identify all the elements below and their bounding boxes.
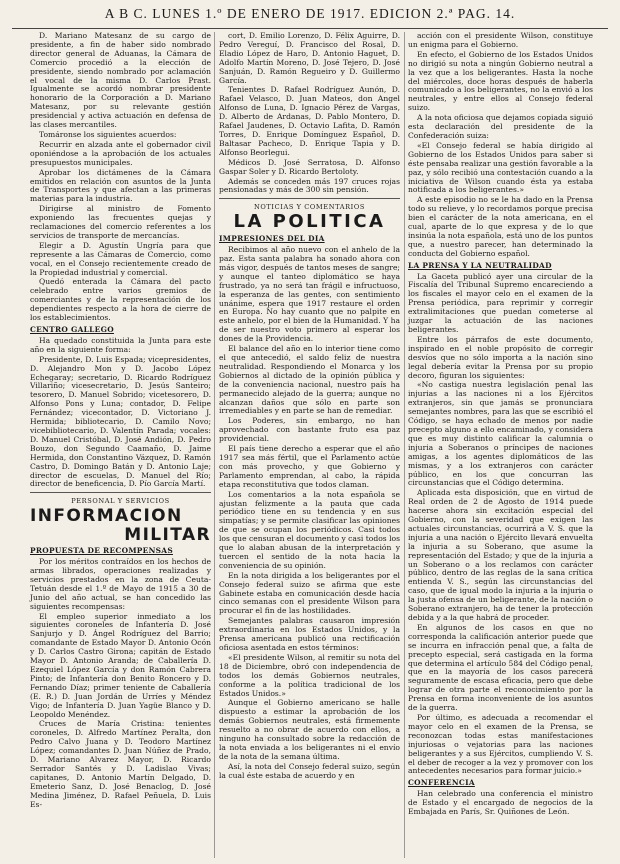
- paragraph: Presidente, D. Luis Espada; vicepresidentes, D. Alejandro Mon y D. Jacobo López Echegaray; secretario, D. Ricardo Rodríguez Villariño; vicesecretario, D. Jesús Santeiro; tesorero, D. Manuel Sobrido; vicetesorero, D. Alfonso Pons y Luna; contador, D. Felipe Fernández; vicecontador, D. Victoriano J. Hermida; bibliotecario, D. Camilo Novo; vicebibliotecario, D. Valentín Parada; vocales: D. Manuel Cristóbal, D. José Andión, D. Pedro Bouzo, don Segundo Caamaño, D. Jaime Hermida, don Constantino Vázquez, D. Ramón Castro, D. Domingo Batán y D. Antonio Laje; director de escuelas, D. Manuel del Río; director de beneficencia, D. Pío García Martí.: [30, 354, 211, 489]
- column-2: [219, 32, 400, 782]
- column-1: [30, 32, 211, 811]
- section-rule: [219, 198, 400, 199]
- section-kicker: NOTICIAS Y COMENTARIOS: [254, 203, 365, 212]
- paragraph: Quedó enterada la Cámara del pacto celebrado entre varios gremios de comerciantes y de la representación de los dependientes respecto a la hora de cierre de los establecimientos.: [30, 277, 211, 323]
- paragraph: Tenientes D. Rafael Rodríguez Aunón, D. Rafael Velasco, D. Juan Mateos, don Angel Alfonso de Luna, D. Ignacio Pérez de Vargas, D. Alberto de Ardanas, D. Pablo Montero, D. Rafael Jaudenes, D. Octavio Lafita, D. Ramón Torres, D. Enrique Domínguez Español, D. Baltasar Pacheco, D. Enrique Tapia y D. Alfonso Beorlegui.: [219, 85, 400, 157]
- paragraph: Recurrir en alzada ante el gobernador civil oponiéndose a la aprobación de los actuales presupuestos municipales.: [30, 139, 211, 167]
- column-divider: [404, 32, 405, 858]
- column-3: [408, 32, 593, 818]
- column-divider: [214, 32, 215, 858]
- section-heading: LA PRENSA Y LA NEUTRALIDAD: [408, 260, 552, 270]
- paragraph: Aunque el Gobierno americano se halle dispuesto a estimar la aprobación de los demás Gobiernos neutrales, está firmemente resuelto a no obrar de acuerdo con ellos, a ninguno ha consultado sobre la redacción de la nota enviada a los beligerantes ni el envío de la nota de la semana última.: [219, 698, 400, 761]
- paragraph: Tomáronse los siguientes acuerdos:: [39, 129, 177, 139]
- header-rule: [12, 28, 608, 29]
- page-header: A B C. LUNES 1.º DE ENERO DE 1917. EDICION 2.ª PAG. 14.: [104, 6, 516, 21]
- section-heading: IMPRESIONES DEL DIA: [219, 234, 325, 244]
- paragraph: La Gaceta publicó ayer una circular de la Fiscalía del Tribunal Supremo encareciendo a los fiscales el mayor celo en el examen de la Prensa periódica, para reprimir y corregir extralimitaciones que puedan cometerse al juzgar la actuación de las naciones beligerantes.: [408, 271, 593, 334]
- paragraph: En la nota dirigida a los beligerantes por el Consejo federal suizo se afirma que este Gabinete estaba en comunicación desde hacía cinco semanas con el presidente Wilson para procurar el fin de las hostilidades.: [219, 570, 400, 616]
- section-heading: CONFERENCIA: [408, 778, 475, 788]
- paragraph: Elegir a D. Agustín Ungría para que represente a las Cámaras de Comercio, como vocal, en el Consejo recientemente creado de la Propiedad industrial y comercial.: [30, 240, 211, 277]
- paragraph: En algunos de los casos en que no corresponda la calificación anterior puede que se incurra en infracción penal que, a falta de precepto especial, será castigada en la forma que determina el artículo 584 del Código penal, que en la mayoría de los casos parecerá seguramente de escasa eficacia, pero que debe lograr de otra parte el reconocimiento por la Prensa en forma inconveniente de los asuntos de la guerra.: [408, 622, 593, 713]
- section-title: MILITAR: [124, 525, 211, 546]
- paragraph: Dirigirse al ministro de Fomento exponiendo las frecuentes quejas y reclamaciones del comercio referentes a los servicios de transporte de mercancías.: [30, 204, 211, 240]
- paragraph: Además se conceden más 197 cruces rojas pensionadas y más de 300 sin pensión.: [219, 176, 400, 195]
- paragraph: A la nota oficiosa que dejamos copiada siguió esta declaración del presidente de la Confederación suiza:: [408, 113, 593, 140]
- paragraph: cort, D. Emilio Lorenzo, D. Félix Aguirre, D. Pedro Vereguí, D. Francisco del Rosal, D. Eladio López de Haro, D. Antonio Haguet, D. Adolfo Martín Moreno, D. José Tejero, D. José Sanjuán, D. Ramón Regueiro y D. Guillermo García.: [219, 31, 400, 85]
- paragraph: Han celebrado una conferencia el ministro de Estado y el encargado de negocios de la Embajada en París, Sr. Quiñones de León.: [408, 789, 593, 817]
- paragraph: Los comentarios a la nota española se ajustan felizmente a la pauta que cada periódico tiene en su tendencia y en sus simpatías; y se permite clasificar las opiniones de que se ocupan los periódicos. Casi todos los que censuran el documento y casi todos los que lo alaban abusan de la interpretación y tuercen el sentido de la nota hacia la conveniencia de su opinión.: [219, 489, 400, 570]
- paragraph: Recibimos al año nuevo con el anhelo de la paz. Esta santa palabra ha sonado ahora con más vigor, después de tantos meses de sangre; y aunque el tanteo diplomático se haya frustrado, ya no será tan frágil e infructuoso, la esperanza de las gentes, con sentimiento unánime, espera que 1917 restaure el orden en Europa. No hay cuanto que no palpite en este anhelo, por el bien de la Humanidad. Y ha de ser nuestro voto primero al esperar los dones de la Providencia.: [219, 245, 400, 344]
- section-kicker: PERSONAL Y SERVICIOS: [71, 497, 170, 506]
- paragraph: «El Consejo federal se había dirigido al Gobierno de los Estados Unidos para saber si éste pensaba realizar una gestión favorable a la paz, y sólo recibió una contestación cuando a la iniciativa de Wilson cuando ésta ya estaba notificada a los beligerantes.»: [408, 140, 593, 195]
- paragraph: Aprobar los dictámenes de la Cámara emitidos en relación con asuntos de la Junta de Transportes y que afectan a las primeras materias para la industria.: [30, 167, 211, 204]
- paragraph: «El presidente Wilson, al remitir su nota del 18 de Diciembre, obró con independencia de todos los demás Gobiernos neutrales, conforme a la política tradicional de los Estados Unidos.»: [219, 652, 400, 698]
- paragraph: Entre los párrafos de este documento, inspirado en el noble propósito de corregir desvíos que no sólo importa a la nación sino legal debería evitar la Prensa por su propio decoro, figuran los siguientes:: [408, 334, 593, 380]
- paragraph: acción con el presidente Wilson, constituye un enigma para el Gobierno.: [408, 31, 593, 49]
- paragraph: Cruces de María Cristina: tenientes coroneles, D. Alfredo Martínez Peralta, don Pedro Calvo Juana y D. Teodoro Martínez López; comandantes D. Juan Núñez de Prado, D. Mariano Alvarez Mayor, D. Ricardo Serrador Santés y D. Ladislao Vivas; capitanes, D. Antonio Martín Delgado, D. Emeterio Sanz, D. José Benaclog, D. José Medina Jiménez, D. Rafael Peñuela, D. Luis Es-: [30, 719, 211, 809]
- paragraph: D. Mariano Matesanz de su cargo de presidente, a fin de haber sido nombrado director general de Aduanas, la Cámara de Comercio procedió a la elección de presidente, siendo nombrado por aclamación el vocal de la misma D. Carlos Prast. Igualmente se acordó nombrar presidente honorario de la Corporación a D. Mariano Matesanz, por su relevante gestión presidencial y activa actuación en defensa de las clases mercantiles.: [30, 31, 211, 130]
- paragraph: El empleo superior inmediato a los siguientes coroneles de Infantería D. José Sanjurjo y D. Ángel Rodríguez del Barrio; comandante de Estado Mayor D. Antonio Ocón y D. Carlos Castro Girona; capitán de Estado Mayor D. Antonio Aranda; de Caballería D. Ezequiel López García y don Ramón Cabrera Pinto; de Infantería don Benito Roncero y D. Fernando Díaz; primer teniente de Caballería (E. R.) D. Juan Jordán de Urríes y Méndez Vigo; de Infantería D. Juan Yagüe Blanco y D. Leopoldo Menéndez.: [30, 611, 211, 719]
- section-heading: PROPUESTA DE RECOMPENSAS: [30, 546, 173, 556]
- section-title: INFORMACION: [30, 506, 183, 527]
- paragraph: Ha quedado constituida la Junta para este año en la siguiente forma:: [30, 335, 211, 354]
- paragraph: «No castiga nuestra legislación penal las injurias a las naciones ni a los Ejércitos extranjeros, sin que jamás se pronunciara semejantes nombres, para las que se escribió el Código, se haya echado de menos por nadie precepto alguno a ello encaminado, y considera que es muy distinto calificar la calumnia o injuria a Soberanos o príncipes de naciones amigas, a los agentes diplomáticos de las mismas, y a los extranjeros con carácter público, en los que concurran las circunstancias que el Código determina.: [408, 380, 593, 488]
- paragraph: En efecto, el Gobierno de los Estados Unidos no dirigió su nota a ningún Gobierno neutral a la vez que a los beligerantes. Hasta la noche del miércoles, doce horas después de haberla comunicado a los beligerantes, no la envió a los neutrales, y entre ellos al Consejo federal suizo.: [408, 49, 593, 113]
- paragraph: A este episodio no se le ha dado en la Prensa todo su relieve, y lo recordamos porque precisa bien el carácter de la nota americana, en el cual, aparte de lo que expresa y de lo que insinúa la nota española, está uno de los puntos que, a nuestro parecer, han determinado la conducta del Gobierno español.: [408, 195, 593, 258]
- section-rule: [30, 492, 211, 493]
- paragraph: Aplicada esta disposición, que en virtud de Real orden de 2 de Agosto de 1914 puede hacerse ahora sin excitación especial del Gobierno, con la severidad que exigen las actuales circunstancias, ocurrirá a V. S. que la injuria a una nación o Ejército llevará envuelta la injuria a su Soberano, que asume la representación del Estado; y que de la injuria a un Soberano o a los reclamos con carácter público, dentro de las reglas de la sana crítica entienda V. S., según las circunstancias del caso, que de igual modo la injuria a la injuria o la justa ofensa de un beligerante, de la nación o Soberano extranjero, ha de tener la protección debida y a la que habrá de proceder.: [408, 488, 593, 622]
- paragraph: Por último, es adecuada a recomendar el mayor celo en el examen de la Prensa, se reconozcan todas estas manifestaciones injuriosas o vejatorias para las naciones beligerantes y a sus Ejércitos, cumpliendo V. S. el deber de recoger a la vez y promover con los antecedentes necesarios para formar juicio.»: [408, 712, 593, 776]
- paragraph: Así, la nota del Consejo federal suizo, según la cual éste estaba de acuerdo y en: [219, 761, 400, 780]
- paragraph: Los Poderes, sin embargo, no han aprovechado con bastante fruto esa paz providencial.: [219, 416, 400, 444]
- paragraph: Semejantes palabras causaron impresión extraordinaria en los Estados Unidos, y la Prensa americana publicó una rectificación oficiosa asentada en estos términos:: [219, 616, 400, 652]
- paragraph: Por los méritos contraídos en los hechos de armas librados, operaciones realizadas y servicios prestados en la zona de Ceuta-Tetuán desde el 1.º de Mayo de 1915 a 30 de Junio del año actual, se han concedido las siguientes recompensas:: [30, 557, 211, 611]
- paragraph: El país tiene derecho a esperar que el año 1917 sea más fértil, que el Parlamento actúe con más provecho, y que Gobierno y Parlamento emprendan, al cabo, la rápida etapa reconstitutiva que todos claman.: [219, 444, 400, 489]
- paragraph: El balance del año en lo interior tiene como el que antecedió, el saldo feliz de nuestra neutralidad. Respondiendo el Monarca y los Gobiernos al dictado de la opinión pública y de la conveniencia nacional, nuestro país ha permanecido alejado de la guerra; aunque no alcanzan daños que sólo en parte son irremediables y en parte se han de remediar.: [219, 344, 400, 416]
- paragraph: Médicos D. José Serratosa, D. Alfonso Gaspar Soler y D. Ricardo Bertoloty.: [219, 157, 400, 176]
- section-heading: CENTRO GALLEGO: [30, 325, 114, 334]
- section-title: LA POLITICA: [233, 211, 386, 233]
